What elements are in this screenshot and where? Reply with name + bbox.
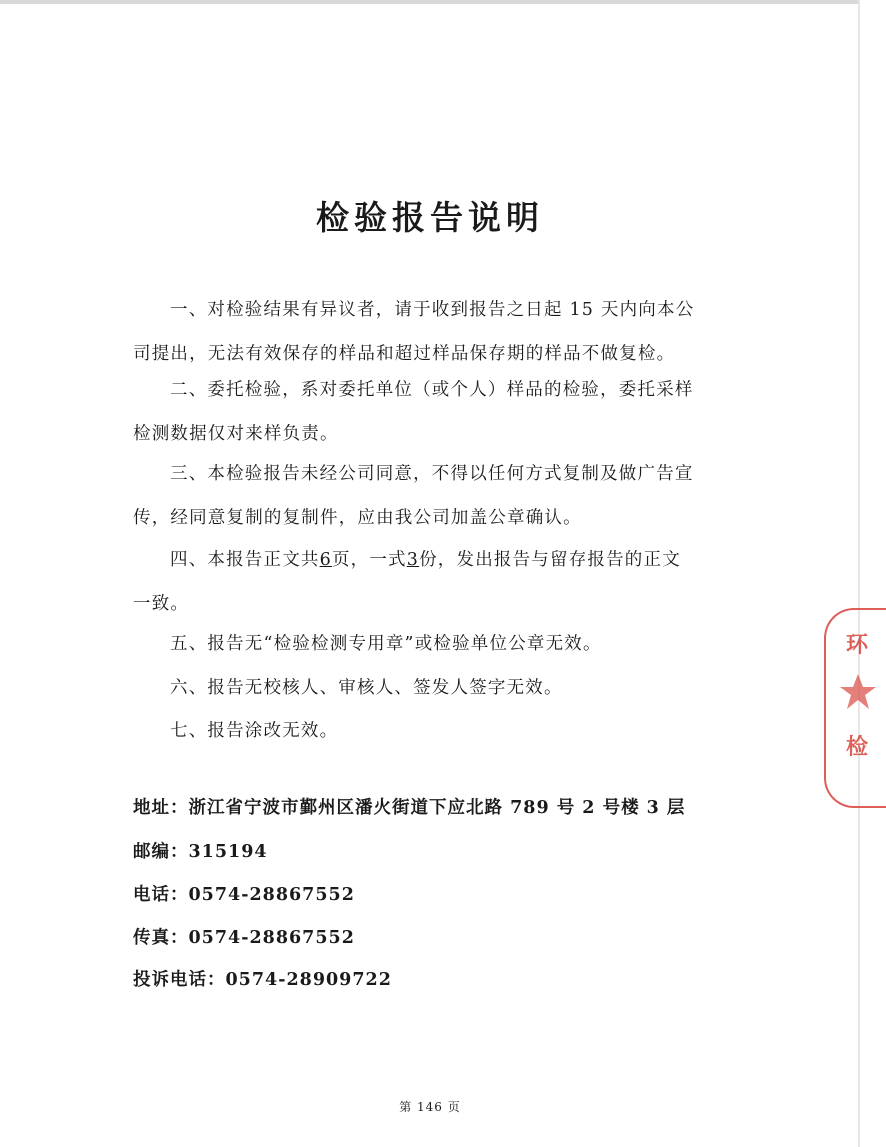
clause-6 <box>133 666 733 710</box>
scan-top-edge <box>0 0 860 4</box>
scan-right-edge <box>858 0 860 1147</box>
clause-7-line-1: 七、报告涂改无效。 <box>170 721 339 741</box>
clause-3-line-1: 三、本检验报告未经公司同意，不得以任何方式复制及做广告宣 <box>170 464 694 484</box>
clause-3 <box>133 452 733 540</box>
clause-4-line-2: 一致。 <box>133 594 190 614</box>
copy-count: 3 <box>406 550 420 570</box>
seal-star-icon <box>838 672 878 712</box>
clause-3-line-2: 传，经同意复制的复制件，应由我公司加盖公章确认。 <box>133 508 582 528</box>
seal-char-2: 检 <box>846 735 869 760</box>
clause-2-line-1: 二、委托检验，系对委托单位（或个人）样品的检验，委托采样 <box>170 380 694 400</box>
clause-4-text-a: 四、本报告正文共 <box>170 550 320 570</box>
contact-phone: 电话：0574-28867552 <box>133 885 355 905</box>
document-title: 检验报告说明 <box>316 198 544 237</box>
clause-5 <box>133 622 733 666</box>
contact-address: 地址：浙江省宁波市鄞州区潘火街道下应北路 789 号 2 号楼 3 层 <box>133 798 686 818</box>
contact-complaint-phone: 投诉电话：0574-28909722 <box>133 970 392 990</box>
clause-4-text-c: 份，发出报告与留存报告的正文 <box>419 550 681 570</box>
clause-2 <box>133 368 733 456</box>
clause-4-text-b: 页，一式 <box>331 550 407 570</box>
clause-1-line-2: 司提出，无法有效保存的样品和超过样品保存期的样品不做复检。 <box>133 344 676 364</box>
clause-2-line-2: 检测数据仅对来样负责。 <box>133 424 339 444</box>
contact-postcode: 邮编：315194 <box>133 842 268 862</box>
clause-1-line-1: 一、对检验结果有异议者，请于收到报告之日起 15 天内向本公 <box>170 300 695 320</box>
page-number: 第 146 页 <box>399 1100 461 1114</box>
official-seal-partial <box>824 608 886 808</box>
clause-1 <box>133 288 733 376</box>
clause-4-line-1 <box>133 538 733 582</box>
contact-fax: 传真：0574-28867552 <box>133 928 355 948</box>
clause-6-line-1: 六、报告无校核人、审核人、签发人签字无效。 <box>170 678 563 698</box>
seal-char-1: 环 <box>846 633 869 658</box>
clause-7 <box>133 709 733 753</box>
page-count: 6 <box>319 550 332 570</box>
clause-4 <box>133 538 733 626</box>
clause-5-line-1: 五、报告无“检验检测专用章”或检验单位公章无效。 <box>170 634 602 654</box>
